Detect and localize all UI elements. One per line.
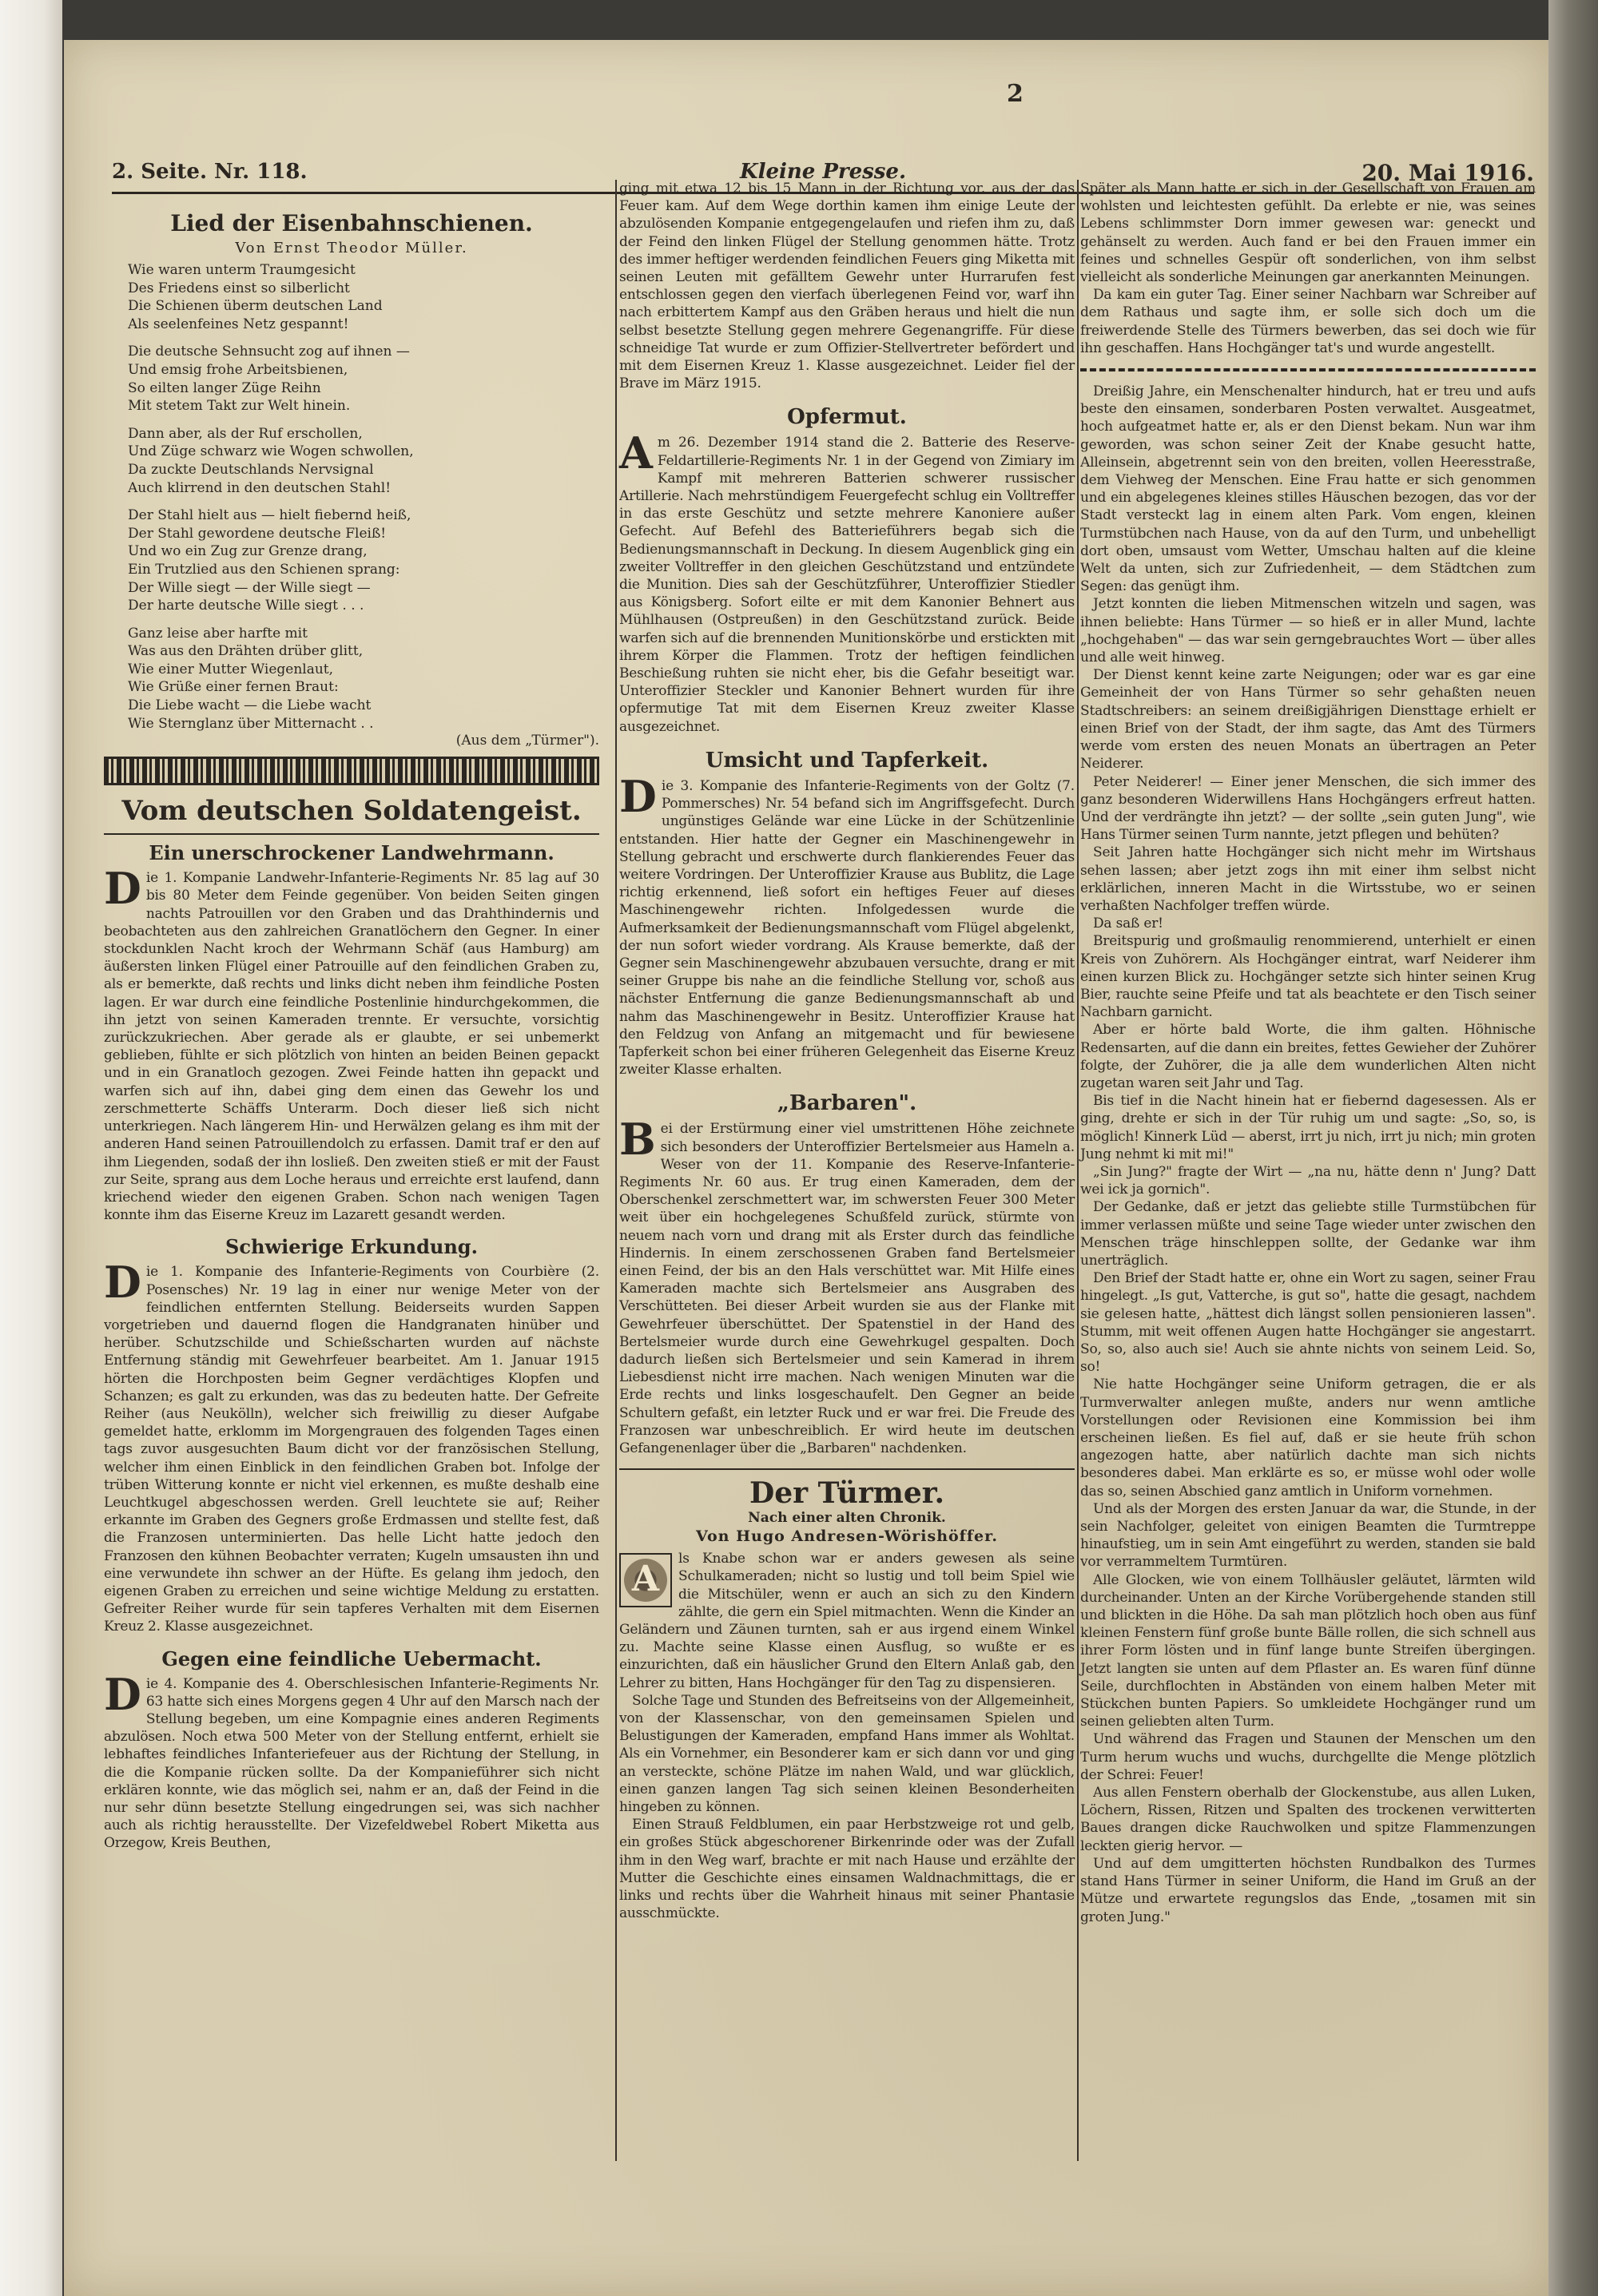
article-text: ie 4. Kompanie des 4. Oberschlesischen Infanterie-Regiments Nr. 63 hatte sich eines Morgens gegen 4 Uhr auf den Marsch nach der Stellung begeben, um eine Kompagnie eines anderen Regiments abzulösen. Noch etwa 500 Meter von der Stellung entfernt, erhielt sie lebhaftes feindliches Infanteriefeuer aus der Richtung der Stellung, in die die Kompanie rücken sollte. Da der Kompanieführer sich nicht erklären konnte, wie das möglich sei, nahm er an, daß der Feind in die nur sehr dünn besetzte Stellung eingedrungen sei, was sich nachher auch als richtig herausstellte. Der Vizefeldwebel Robert Miketta aus Orzegow, Kreis Beuthen, [104,1675,599,1852]
story-paragraph: Der Gedanke, daß er jetzt das geliebte stille Turmstübchen für immer verlassen müßte und seine Tage wieder unter zwischen den Menschen träge hinschleppen sollte, der Gedanke war ihm unerträglich. [1080,1199,1536,1269]
drop-cap: B [619,1114,656,1166]
article-text: m 26. Dezember 1914 stand die 2. Batterie des Reserve-Feldartillerie-Regiments Nr. 1 in der Gegend von Zimiary im Kampf mit mehreren Batterien schwerer russischer Artillerie. Nach mehrstündigem Feuergefecht schlug ein Volltreffer in das erste Geschütz und setzte mehrere Kanoniere außer Gefecht. Auf Befehl des Batterieführers begab sich die Bedienungsmannschaft in Deckung. In diesem Augenblick ging ein zweiter Volltreffer in den gleichen Geschützstand und entzündete die Munition. Dies sah der Geschützführer, Unteroffizier Stiedler aus Königsberg. Sofort eilte er mit dem Kanonier Behnert aus Mühlhausen (Ostpreußen) in den Geschützstand zurück. Beide warfen sich auf die brennenden Munitionskörbe und erstickten mit ihrem Körper die Flammen. Trotz der heftigen feindlichen Beschießung ruhten sie nicht eher, bis die Gefahr beseitigt war. Unteroffizier Steckler und Kanonier Behnert wurden für ihre opfermutige Tat mit dem Eisernen Kreuz zweiter Klasse ausgezeichnet. [619,435,1075,735]
story-paragraph: Peter Neiderer! — Einer jener Menschen, die sich immer des ganz besonderen Widerwillens Hans Hochgängers erfreut hatten. Und der verdrängte ihn jetzt? — der sollte „sein guten Jung", wie Hans Türmer seinen Turm nannte, jetzt pflegen und behüten? [1080,773,1536,844]
story-paragraph: Und während das Fragen und Staunen der Menschen um den Turm herum wuchs und wuchs, durchgellte die Menge plötzlich der Schrei: Feuer! [1080,1731,1536,1783]
divider [619,1468,1075,1470]
story-paragraph: Alle Glocken, wie von einem Tollhäusler geläutet, lärmten wild durcheinander. Unten an der Kirche Vorübergehende standen still und blickten in die Höhe. Da sah man plötzlich hoch oben aus fünf kleinen Fenstern fünf große bunte Bälle rollen, die sich schnell aus ihrer Form lösten und in fünf lange bunte Streifen übergingen. Jetzt langten sie unten auf dem Pflaster an. Es waren fünf dünne Seile, durchflochten in Abständen von einem halben Meter mit Stückchen bunten Papiers. So umkleidete Hochgänger rund um seinen geliebten alten Turm. [1080,1571,1536,1730]
story-paragraph: Und auf dem umgitterten höchsten Rundbalkon des Turmes stand Hans Türmer in seiner Uniform, die Hand im Gruß an der Mütze und erwartete regungslos das Ende, „tosamen mit sin groten Jung." [1080,1855,1536,1925]
story-paragraph: Da saß er! [1093,916,1163,932]
poem-source: (Aus dem „Türmer"). [455,733,599,749]
story-paragraph: Da kam ein guter Tag. Einer seiner Nachbarn war Schreiber auf dem Rathaus und sagte ihm, er solle sich doch um die freiwerdende Stelle des Türmers bewerben, das sei doch wie für ihn geschaffen. Hans Hochgänger tat's und wurde angestellt. [1080,287,1536,356]
article-text: ie 1. Kompanie des Infanterie-Regiments von Courbière (2. Posensches) Nr. 19 lag in einer nur wenige Meter von der feindlichen entfernten Stellung. Beiderseits wurden Sappen vorgetrieben und dauernd flogen die Handgranaten hinüber und herüber. Schutzschilde und Schießscharten wurden auf nächste Entfernung ständig mit Gewehrfeuer bearbeitet. Am 1. Januar 1915 hörten die Horchposten beim Gegner verdächtiges Klopfen und Schanzen; es galt zu erkunden, was das zu bedeuten hatte. Der Gefreite Reiher (aus Neukölln), welcher sich freiwillig zu dieser Aufgabe gemeldet hatte, erklomm im Morgengrauen des folgenden Tages einen tags zuvor ausgesuchten Baum dicht vor der französischen Stellung, welcher ihm einen Einblick in den feindlichen Graben bot. Infolge der trüben Witterung konnte er nicht viel erkennen, es mußte deshalb eine Leuchtkugel abgeschossen werden. Grell leuchtete sie auf; Reiher erkannte im Graben des Gegners große Erdmassen und stellte fest, daß die Franzosen unterminierten. Das helle Licht hatte jedoch den Franzosen den kühnen Beobachter verraten; Kugeln umsausten ihn und eine verwundete ihn schwer an der Hüfte. Es gelang ihm jedoch, den eigenen Graben zu erreichen und seine wichtige Meldung zu erstatten. Gefreiter Reiher wurde für sein tapferes Verhalten mit dem Eisernen Kreuz 2. Klasse ausgezeichnet. [104,1264,599,1635]
story-paragraph: „Sin Jung?" fragte der Wirt — „na nu, hätte denn n' Jung? Datt wei ick ja gornich". [1080,1163,1536,1198]
drop-cap: D [104,1257,141,1309]
article-text: ei der Erstürmung einer viel umstrittenen Höhe zeichnete sich besonders der Unteroffizier Bertelsmeier aus Hameln a. Weser von der 11. Kompanie des Reserve-Infanterie-Regiments Nr. 60 aus. Er trug einen Kameraden, dem der Oberschenkel zerschmettert war, im schwersten Feuer 300 Meter weit über ein hochgelegenes Schußfeld zurück, stürmte von neuem nach vorn und drang mit als Erster durch das feindliche Hindernis. In einem zerschossenen Graben fand Bertelsmeier einen Feind, der bis an den Hals verschüttet war. Mit Hilfe eines Kameraden machte sich Bertelsmeier ans Ausgraben des Verschütteten. Bei dieser Arbeit wurden sie aus der Flanke mit Gewehrfeuer überschüttet. Der Spatenstiel in der Hand des Bertelsmeier wurde durch eine Gewehrkugel gespalten. Doch dadurch ließen sich Bertelsmeier und sein Kamerad in ihrem Liebesdienst nicht irre machen. Nach wenigen Minuten war die Erde rechts und links losgeschaufelt. Den Gegner an beide Schultern gefaßt, ein letzter Ruck und er war frei. Die Freude des Franzosen war unbeschreiblich. Er wird heute im deutschen Gefangenenlager über die „Barbaren" nachdenken. [619,1121,1075,1456]
article-title: Umsicht und Tapferkeit. [705,748,989,773]
article-text: ie 1. Kompanie Landwehr-Infanterie-Regiments Nr. 85 lag auf 30 bis 80 Meter dem Feinde gegenüber. Von beiden Seiten gingen nachts Patrouillen vor den Graben und das Drahthindernis und beobachteten aus den zahlreichen Granatlöchern den Gegner. In einer stockdunklen Nacht kroch der Wehrmann Schäf (aus Hamburg) am äußersten linken Flügel einer Patrouille auf den feindlichen Graben zu, als er bemerkte, daß rechts und links dicht neben ihm feindliche Posten lagen. Er war durch eine feindliche Postenlinie hindurchgekommen, die ihn jetzt von seinen Kameraden trennte. Er versuchte, vorsichtig zurückzukriechen. Aber gerade als er glaubte, er sei unbemerkt geblieben, fühlte er sich plötzlich von hinten an beiden Beinen gepackt und in ein Granatloch gezogen. Zwei Feinde hatten ihn gepackt und warfen sich auf ihn, dabei ging dem einen das Gewehr los und zerschmetterte Schäffs Unterarm. Doch dieser ließ sich nicht unterkriegen. Nach längerem Hin- und Herwälzen gelang es ihm mit der anderen Hand seinen Patrouillendolch zu erfassen. Damit traf er den auf ihm Liegenden, sodaß der ihn losließ. Den zweiten stieß er mit der Faust zur Seite, sprang aus dem Loche heraus und erreichte erst laufend, dann kriechend wieder den eigenen Graben. Schon nach wenigen Tagen konnte ihm das Eiserne Kreuz im Lazarett gesandt werden. [104,870,599,1224]
drop-cap: D [619,770,657,822]
story-paragraph: Bis tief in die Nacht hinein hat er fiebernd dagesessen. Als er ging, drehte er sich in der Tür ruhig um und sagte: „So, so, is möglich! Kinnerk Lüd — aberst, irrt ju nich, irrt ju nich; min groten Jung nehmt ki mit mi!" [1080,1093,1536,1162]
page-number: 2. Seite. Nr. 118. [112,160,308,184]
ornament-divider [104,757,599,785]
divider [104,833,599,835]
story-paragraph: Jetzt konnten die lieben Mitmenschen witzeln und sagen, was ihnen beliebte: Hans Türmer — so hieß er in aller Mund, lachte „hochgehaben" — das war sein gerngebrauchtes Wort — über alles und alle weit hinweg. [1080,596,1536,666]
scan-left-margin [0,0,62,2296]
poem-author: Von Ernst Theodor Müller. [235,240,468,256]
story-paragraph: Der Dienst kennt keine zarte Neigungen; oder war es gar eine Gemeinheit der von Hans Türmer so sehr gehaßten neuen Stadtschreibers: an seinem dreißigjährigen Diensttage erhielt er einen Brief von der Stadt, der ihm sagte, das Amt des Türmers werde vom ersten des neuen Monats an übertragen an Peter Neiderer. [1080,667,1536,773]
poem-stanza: Die deutsche Sehnsucht zog auf ihnen — Und emsig frohe Arbeitsbienen, So eilten langer Züge Reihn Mit stetem Takt zur Welt hinein. [128,344,410,415]
column-3 [1080,180,1536,1926]
section-title: Vom deutschen Soldatengeist. [121,795,582,828]
column-rule-1 [615,180,617,2161]
story-paragraph: Nie hatte Hochgänger seine Uniform getragen, die er als Turmverwalter anlegen mußte, anders nur wenn amtliche Vorstellungen oder Revisionen eine Kommission bei ihm erscheinen ließen. Es fiel auf, daß er sie heute früh schon angezogen hatte, aber natürlich dachte man sich nichts besonderes dabei. Man erklärte es so, er müsse wohl oder wolle das so, seinen Abschied ganz amtlich in Uniform vornehmen. [1080,1376,1536,1500]
article-title: „Barbaren". [777,1091,917,1116]
story-title: Der Türmer. [749,1476,944,1511]
ornate-drop-cap: A [619,1553,672,1607]
column-rule-2 [1077,180,1079,2161]
article-title: Opfermut. [787,405,907,430]
story-paragraph: Und als der Morgen des ersten Januar da war, die Stunde, in der sein Nachfolger, geleitet von einigen Beamten die Turmtreppe hinaufstieg, um in sein Amt eingeführt zu werden, standen sie bald vor verrammeltem Turmtüren. [1080,1500,1536,1571]
column-2 [619,180,1075,1922]
corner-mark: 2 [1007,80,1024,108]
poem-stanza: Ganz leise aber harfte mit Was aus den Drähten drüber glitt, Wie einer Mutter Wiegenlaut, Wie Grüße einer fernen Braut: Die Liebe wacht — die Liebe wacht Wie Sternglanz über Mitternacht . . [128,625,374,732]
story-paragraph: Aus allen Fenstern oberhalb der Glockenstube, aus allen Luken, Löchern, Rissen, Ritzen und Spalten des trockenen verwitterten Baues drangen dicke Rauchwolken und spitze Flammenzungen leckten gierig hervor. — [1080,1785,1536,1854]
story-paragraph: Aber er hörte bald Worte, die ihm galten. Höhnische Redensarten, auf die dann ein breites, fettes Gewieher der Zuhörer folgte, der Zuhörer, die ja alle dem wunderlichen Alten nicht zugetan waren seit Jahr und Tag. [1080,1022,1536,1091]
drop-cap: D [104,1668,141,1720]
article-title: Gegen eine feindliche Uebermacht. [161,1647,542,1670]
scan-right-edge [1548,0,1598,2296]
poem-stanza: Wie waren unterm Traumgesicht Des Friedens einst so silberlicht Die Schienen überm deutschen Land Als seelenfeines Netz gespannt! [128,262,383,332]
story-paragraph: Einen Strauß Feldblumen, ein paar Herbstzweige rot und gelb, ein großes Stück abgeschorener Birkenrinde oder was der Zufall ihm in den Weg warf, brachte er mit nach Hause und erzählte der Mutter die Geschichte eines einsamen Waldnachmittags, die er links und rechts über die Wahrheit hinaus mit seiner Phantasie ausschmückte. [619,1817,1075,1922]
poem-stanza: Dann aber, als der Ruf erschollen, Und Züge schwarz wie Wogen schwollen, Da zuckte Deutschlands Nervsignal Auch klirrend in den deutschen Stahl! [128,425,414,496]
column-1 [104,180,599,1853]
story-paragraph: ls Knabe schon war er anders gewesen als seine Schulkameraden; nicht so lustig und toll beim Spiel wie die Mitschüler, wenn er auch an sich zu den Kindern zählte, die gern ein Spiel mitmachten. Wenn die Kinder an Geländern und Zäunen turnten, sah er aus irgend einem Winkel zu. Machte seine Klasse einen Ausflug, so wußte er es einzurichten, daß ein häuslicher Grund den Eltern Anlaß gab, den Lehrer zu bitten, Hans Hochgänger für den Tag zu dispensieren. [619,1551,1075,1691]
story-paragraph: Solche Tage und Stunden des Befreitseins von der Allgemeinheit, von der Klassenschar, von den gemeinsamen Spielen und Belustigungen der Kameraden, empfand Hans immer als Wohltat. Als ein Vornehmer, ein Besonderer kam er sich dann vor und ging an versteckte, schöne Plätze im nahen Wald, und war glücklich, einen ganzen langen Tag sich seinen kleinen Besonderheiten hingeben zu können. [619,1692,1075,1816]
story-author: Von Hugo Andresen-Wörishöffer. [695,1527,998,1546]
story-paragraph: Breitspurig und großmaulig renommierend, unterhielt er einen Kreis von Zuhörern. Als Hochgänger eintrat, warf Neiderer ihm einen kurzen Blick zu. Hochgänger setzte sich hinter seinen Krug Bier, rauchte seine Pfeife und tat als beachtete er den Tisch seiner Nachbarn garnicht. [1080,933,1536,1021]
drop-cap: D [104,863,141,915]
story-paragraph: Seit Jahren hatte Hochgänger sich nicht mehr im Wirtshaus sehen lassen; aber jetzt zogs ihn mit einer ihm selbst nicht erklärlichen, inneren Macht in die Wirtsstube, wo er seinen verhaßten Nachfolger treffen würde. [1080,844,1536,914]
article-title: Ein unerschrockener Landwehrmann. [149,841,555,865]
story-subtitle: Nach einer alten Chronik. [748,1510,946,1527]
story-paragraph: Dreißig Jahre, ein Menschenalter hindurch, hat er treu und aufs beste den einsamen, sonderbaren Posten verwaltet. Ausgeatmet, hoch aufgeatmet hatte er, als er den Dienst bekam. Nun war ihm geworden, was schon seiner Zeit der Knabe gesucht hatte, Alleinsein, abgetrennt sein von den breiten, vollen Heeresstraße, dem Viehweg der Menschen. Eine Frau hatte er sich genommen und ein abgelegenes kleines stilles Häuschen bezogen, das vor der Stadt versteckt lag in einem alten Park. Vom engen, kleinen Turmstübchen nach Hause, von da auf den Turm, und unbehelligt dort oben, umsaust vom Wetter, Umschau halten auf die kleine Welt da unten, sich zur Zufriedenheit, — dem Städtchen zum Segen: das genügt ihm. [1080,383,1536,595]
story-paragraph: Später als Mann hatte er sich in der Gesellschaft von Frauen am wohlsten und leichtesten gefühlt. Da erlebte er nie, was seines Lebens schlimmster Dorn immer gewesen war: geneckt und gehänselt zu werden. Auch fand er bei den Frauen immer ein feines und schnelles Gespür oft sonderlichen, von ihm selbst vielleicht als sonderliche Meinungen gar anerkannten Meinungen. [1080,181,1536,286]
article-continuation: ging mit etwa 12 bis 15 Mann in der Richtung vor, aus der das Feuer kam. Auf dem Wege dorthin kamen ihm einige Leute der abzulösenden Kompanie entgegengelaufen und riefen ihm zu, daß der Feind den linken Flügel der Stellung genommen hätte. Trotz des immer heftiger werdenden feindlichen Feuers ging Miketta mit seinen Leuten mit gefälltem Gewehr unter Hurrarufen fest entschlossen gegen den vierfach überlegenen Feind vor, warf ihn nach erbittertem Kampf aus den Gräben heraus und hielt die nun selbst besetzte Stellung gegen mehrere Gegenangriffe. Für diese schneidige Tat wurde er zum Offizier-Stellvertreter befördert und mit dem Eisernen Kreuz 1. Klasse ausgezeichnet. Leider fiel der Brave im März 1915. [619,181,1075,392]
article-text: ie 3. Kompanie des Infanterie-Regiments von der Goltz (7. Pommersches) Nr. 54 befand sich im Angriffsgefecht. Durch ungünstiges Gelände war eine Lücke in der Schützenlinie entstanden. Hier hatte der Gegner ein Maschinengewehr in Stellung gebracht und erschwerte durch flankierendes Feuer das weitere Vordringen. Der Unteroffizier Krause aus Bublitz, die Lage richtig erkennend, ließ sofort ein heftiges Feuer auf dieses Maschinengewehr richten. Infolgedessen wurde die Aufmerksamkeit der Bedienungsmannschaft vom Flügel abgelenkt, der nun sofort wieder vordrang. Als Krause bemerkte, daß der Gegner sein Maschinengewehr abzubauen versuchte, drang er mit seiner Gruppe bis nahe an die feindliche Stellung vor, schoß aus nächster Entfernung die ganze Bedienungsmannschaft ab und nahm das Maschinengewehr in Besitz. Unteroffizier Krause hat den Feldzug von Anfang an mitgemacht und für bewiesene Tapferkeit schon bei einer früheren Gelegenheit das Eiserne Kreuz zweiter Klasse erhalten. [619,777,1075,1078]
dashed-divider [1080,368,1536,371]
issue-date: 20. Mai 1916. [1361,160,1534,186]
masthead: Kleine Presse. [739,160,907,184]
drop-cap: A [619,427,653,479]
story-paragraph: Den Brief der Stadt hatte er, ohne ein Wort zu sagen, seiner Frau hingelegt. „Is gut, Vatterche, is gut so", hatte die gesagt, nachdem sie gelesen hatte, „hättest dich längst sollen pensionieren lassen". Stumm, mit weit offenen Augen hatte Hochgänger sie angestarrt. So, so, also auch sie! Auch sie ahnte nichts von seinem Leid. So, so! [1080,1270,1536,1376]
poem-title: Lied der Eisenbahnschienen. [170,210,533,236]
poem-stanza: Der Stahl hielt aus — hielt fiebernd heiß, Der Stahl gewordene deutsche Fleiß! Und wo ein Zug zur Grenze drang, Ein Trutzlied aus den Schienen sprang: Der Wille siegt — der Wille siegt — Der harte deutsche Wille siegt . . . [128,507,411,614]
article-title: Schwierige Erkundung. [225,1235,478,1259]
